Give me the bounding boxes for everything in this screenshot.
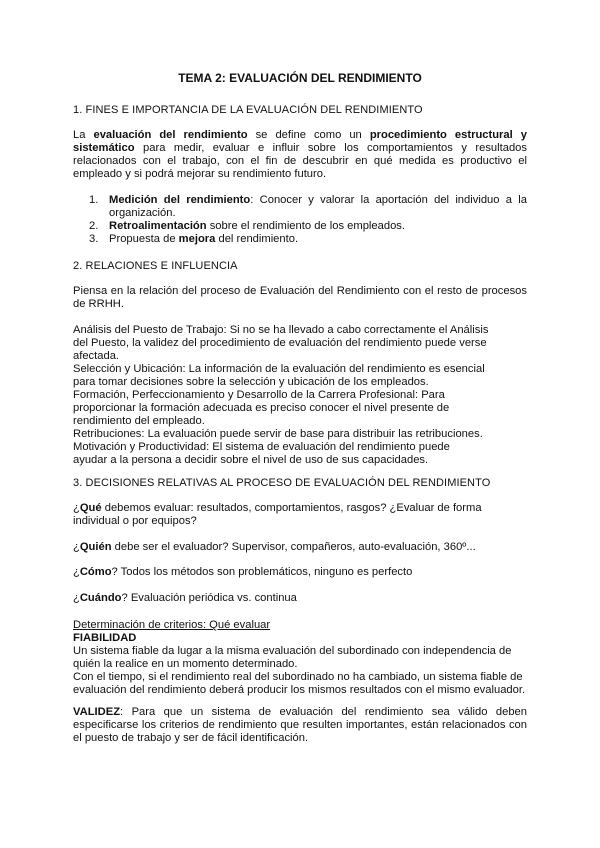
relations-list xyxy=(73,324,527,467)
relations-line: Formación, Perfeccionamiento y Desarrollo de la Carrera Profesional: Para xyxy=(73,389,445,401)
relations-line: para tomar decisiones sobre la selección y ubicación de los empleados. xyxy=(73,376,429,388)
relations-line: ayudar a la persona a decidir sobre el nivel de uso de sus capacidades. xyxy=(73,454,429,466)
relations-line: Selección y Ubicación: La información de la evaluación del rendimiento es esencial xyxy=(73,363,485,375)
question-how: ¿Cómo? Todos los métodos son problemáticos, ninguno es perfecto xyxy=(73,566,413,578)
list-item: 2. Retroalimentación sobre el rendimiento de los empleados. xyxy=(89,220,405,232)
page-title: TEMA 2: EVALUACIÓN DEL RENDIMIENTO xyxy=(178,71,422,85)
section-3-heading: 3. DECISIONES RELATIVAS AL PROCESO DE EVALUACIÓN DEL RENDIMIENTO xyxy=(73,477,491,489)
list-item: 3. Propuesta de mejora del rendimiento. xyxy=(89,233,299,245)
relations-line: Retribuciones: La evaluación puede servir de base para distribuir las retribuciones. xyxy=(73,428,483,440)
fiabilidad-line: Un sistema fiable da lugar a la misma evaluación del subordinado con independencia de xyxy=(73,645,512,657)
section-2-intro: Piensa en la relación del proceso de Evaluación del Rendimiento con el resto de procesos de RRHH. xyxy=(73,285,527,310)
criteria-heading: Determinación de criterios: Qué evaluar xyxy=(73,619,271,631)
list-item: 1. Medición del rendimiento: Conocer y valorar la aportación del individuo a la organización. xyxy=(89,194,527,219)
fiabilidad-line: quién la realice en un momento determinado. xyxy=(73,658,298,670)
relations-line: proporcionar la formación adecuada es preciso conocer el nivel presente de xyxy=(73,402,450,414)
fiabilidad-line: Con el tiempo, si el rendimiento real del subordinado no ha cambiado, un sistema fiable de xyxy=(73,671,523,683)
question-what: ¿Qué debemos evaluar: resultados, comportamientos, rasgos? ¿Evaluar de forma individual o por equipos? xyxy=(73,502,482,527)
validez-paragraph: VALIDEZ: Para que un sistema de evaluación del rendimiento sea válido deben especificarse los criterios de rendimiento que resulten importantes, están relacionados con el puesto de trabajo y ser de fácil identificación. xyxy=(73,706,527,744)
relations-line: afectada. xyxy=(73,350,120,362)
aims-list xyxy=(73,194,527,246)
question-who: ¿Quién debe ser el evaluador? Supervisor, compañeros, auto-evaluación, 360º... xyxy=(73,541,476,553)
section-2-heading: 2. RELACIONES E INFLUENCIA xyxy=(73,260,238,272)
question-when: ¿Cuándo? Evaluación periódica vs. continua xyxy=(73,592,297,604)
fiabilidad-label: FIABILIDAD xyxy=(73,632,137,644)
section-1-heading: 1. FINES E IMPORTANCIA DE LA EVALUACIÓN DEL RENDIMIENTO xyxy=(73,104,423,116)
fiabilidad-text xyxy=(73,645,527,697)
fiabilidad-line: evaluación del rendimiento deberá producir los mismos resultados con el mismo evaluador. xyxy=(73,684,526,696)
relations-line: Análisis del Puesto de Trabajo: Si no se ha llevado a cabo correctamente el Análisis xyxy=(73,324,489,336)
section-1-intro: La evaluación del rendimiento se define como un procedimiento estructural y sistemático para medir, evaluar e influir sobre los comportamientos y resultados relacionados con el trabajo, con el fin de descubrir en qué medida es productivo el empleado y si podrá mejorar su rendimiento futuro. xyxy=(73,129,527,180)
relations-line: del Puesto, la validez del procedimiento de evaluación del rendimiento puede verse xyxy=(73,337,487,349)
relations-line: Motivación y Productividad: El sistema de evaluación del rendimiento puede xyxy=(73,441,450,453)
relations-line: rendimiento del empleado. xyxy=(73,415,205,427)
